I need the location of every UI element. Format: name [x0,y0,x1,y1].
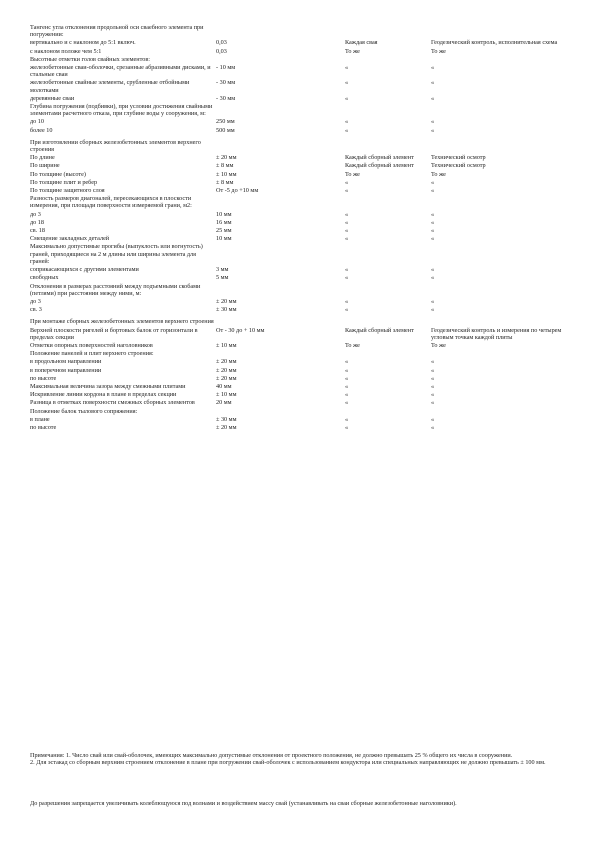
table-cell-c3: « [345,274,349,282]
table-cell-c2: ± 8 мм [216,162,234,170]
table-cell-c2: ± 10 мм [216,391,237,399]
table-cell-c3 [345,103,431,118]
table-cell-c3: Каждый сборный элемент [345,326,414,334]
table-cell-c1: Отметки опорных поверхностей наголовников [30,341,153,349]
table-cell-c1: Глубина погружения (подбивки), при условии достижения свайными элементами расчетного отказа, при глубине воды у сооружения, м: [30,103,213,118]
table-row [30,227,570,235]
table-cell-c2: 250 мм [216,118,235,126]
table-cell-c1: св. 3 [30,306,42,314]
table-cell-c4: « [431,64,435,72]
table-cell-c2: 5 мм [216,274,229,282]
table-cell-c4: Геодезический контроль, исполнительная схема [431,39,558,47]
table-cell-c1: до 3 [30,210,41,218]
table-row [30,64,570,79]
table-cell-c2: ± 20 мм [216,297,237,305]
table-cell-c3: « [345,374,349,382]
table-cell-c1: Максимально допустимые прогибы (выпуклость или вогнутость) граней, приходящиеся на 2 м длины или ширины элемента для граней: [30,243,203,265]
table-row [30,243,570,266]
table-row [30,298,570,306]
table-cell-c1: По толщине плит и ребер [30,178,98,186]
table-cell-c1: При изготовлении сборных железобетонных элементов верхнего строения [30,138,201,154]
table-cell-c4: « [431,235,435,243]
table-row [30,171,570,179]
table-cell-c1: более 10 [30,126,53,134]
table-row [30,154,570,162]
table-cell-c2 [216,195,345,210]
table-cell-c3: « [345,64,349,72]
table-row [30,342,570,350]
note-1: Примечания: 1. Число свай или свай-оболочек, имеющих максимально допустимые отклонения от проектного положения, не должно превышать 25 % общего их числа в сооружении. [30,752,513,759]
table-cell-c3: « [345,266,349,274]
table-row [30,179,570,187]
table-row [30,283,570,298]
table-cell-c2: ± 20 мм [216,366,237,374]
table-cell-c2 [216,350,345,358]
table-cell-c4: « [431,399,435,407]
table-row [30,391,570,399]
table-cell-c4: Технический осмотр [431,154,486,162]
table-cell-c3: « [345,415,349,423]
table-cell-c4: « [431,415,435,423]
table-cell-c1: по высоте [30,374,57,382]
table-cell-c2: 0,03 [216,47,227,55]
table-row [30,383,570,391]
table-cell-c2: ± 20 мм [216,154,237,162]
table-cell-c4: « [431,358,435,366]
table-cell-c4: « [431,210,435,218]
table-row [30,56,570,64]
table-cell-c2: 10 мм [216,210,232,218]
table-cell-c4 [431,56,570,64]
table-cell-c1: По толщине (высоте) [30,170,86,178]
table-row [30,235,570,243]
table-cell-c1: в продольном направлении [30,358,102,366]
table-cell-c1: По ширине [30,162,60,170]
table-cell-c3 [345,314,431,326]
table-cell-c3: То же [345,47,360,55]
table-row [30,127,570,135]
table-cell-c3: То же [345,170,360,178]
table-row [30,39,570,47]
table-row [30,367,570,375]
table-cell-c4: « [431,218,435,226]
table-cell-c4 [431,314,570,326]
table-cell-c2: ± 30 мм [216,415,237,423]
table-cell-c2: ± 10 мм [216,341,237,349]
table-cell-c3 [345,350,431,358]
table-cell-c4 [431,350,570,358]
table-cell-c3: « [345,391,349,399]
table-cell-c3 [345,283,431,298]
table-cell-c3: « [345,399,349,407]
table-cell-c4: « [431,297,435,305]
table-cell-c1: с наклоном положе чем 5:1 [30,47,102,55]
note-2: 2. Для эстакад со сборным верхним строением отклонение в плане при погружении свай-оболочек с использованием кондуктора или специальных направляющих не должно превышать ± 100 мм. [30,759,546,767]
table-cell-c1: по высоте [30,423,57,431]
table-cell-c2: ± 20 мм [216,423,237,431]
table-cell-c3: « [345,297,349,305]
table-cell-c4: То же [431,170,446,178]
table-cell-c4 [431,195,570,210]
table-cell-c3: « [345,118,349,126]
table-cell-c4: « [431,79,435,87]
table-cell-c4: Технический осмотр [431,162,486,170]
table-cell-c3: « [345,187,349,195]
table-cell-c3: « [345,218,349,226]
table-cell-c1: Максимальная величина зазора между смежными плитами [30,382,186,390]
table-cell-c4: « [431,374,435,382]
table-cell-c3: « [345,79,349,87]
table-cell-c4: То же [431,47,446,55]
table-cell-c4 [431,103,570,118]
table-row [30,375,570,383]
table-row [30,211,570,219]
table-row [30,187,570,195]
table-cell-c3: Каждый сборный элемент [345,154,414,162]
table-cell-c1: При монтаже сборных железобетонных элементов верхнего строения [30,318,214,326]
table-row [30,219,570,227]
table-cell-c3: « [345,227,349,235]
table-cell-c4: « [431,382,435,390]
table-cell-c4: « [431,306,435,314]
table-row [30,306,570,314]
table-cell-c4: « [431,391,435,399]
table-cell-c2: - 10 мм [216,64,236,72]
table-row [30,358,570,366]
notes-block [30,752,570,767]
table-row [30,162,570,170]
table-cell-c4 [431,283,570,298]
table-cell-c1: деревянные сваи [30,94,75,102]
table-cell-c1: Верхней плоскости ригелей и бортовых балок от горизонтали в пределах секции [30,326,198,341]
table-row [30,274,570,282]
table-cell-c4: Геодезический контроль и измерения по четырем угловым точкам каждой плиты [431,326,562,341]
table-cell-c2: - 30 мм [216,79,236,87]
table-cell-c1: Положение балок тылового сопряжения: [30,407,138,415]
table-cell-c1: св. 18 [30,227,45,235]
table-row [30,314,570,326]
table-cell-c4: « [431,423,435,431]
table-cell-c4 [431,135,570,154]
table-cell-c3 [345,195,431,210]
table-cell-c1: свободных [30,274,59,282]
table-cell-c2: 25 мм [216,227,232,235]
table-cell-c3 [345,408,431,416]
table-cell-c4: « [431,94,435,102]
table-cell-c4: То же [431,341,446,349]
table-cell-c2: 500 мм [216,126,235,134]
table-cell-c1: до 3 [30,297,41,305]
tolerance-table-body [30,20,570,432]
table-cell-c3 [345,56,431,64]
table-cell-c1: По толщине защитного слоя [30,187,105,195]
table-cell-c2: 3 мм [216,266,229,274]
table-cell-c2 [216,56,345,64]
table-cell-c1: Разность размеров диагоналей, пересекающихся в плоскости измерения, при площади поверхности измеряемой грани, м2: [30,195,192,210]
table-cell-c3: « [345,126,349,134]
table-cell-c1: Отклонения в размерах расстояний между подъемными скобами (петлями) при расстоянии между ними, м: [30,282,201,297]
final-note: До разрешения запрещается увеличивать колеблющуюся под волнами и воздействием массу свай (устанавливать на сваи сборные железобетонные наголовники). [30,800,457,807]
table-cell-c3 [345,243,431,266]
table-row [30,399,570,407]
table-cell-c2: ± 30 мм [216,306,237,314]
table-cell-c2: От - 30 до + 10 мм [216,326,265,334]
table-row [30,416,570,424]
table-cell-c4: « [431,126,435,134]
table-cell-c1: соприкасающихся с другими элементами [30,266,139,274]
table-cell-c4: « [431,227,435,235]
table-cell-c3: Каждая свая [345,39,378,47]
table-cell-c2: 0,03 [216,39,227,47]
table-cell-c1: вертикально и с наклоном до 5:1 включ. [30,39,136,47]
table-cell-c2 [216,20,345,39]
table-cell-c2 [216,408,345,416]
table-cell-c1: Смещение закладных деталей [30,235,110,243]
table-cell-c2 [216,243,345,266]
table-cell-c1: Разница в отметках поверхности смежных сборных элементов [30,399,195,407]
table-cell-c1: в поперечном направлении [30,366,102,374]
table-cell-c2: 10 мм [216,235,232,243]
table-cell-c4: « [431,266,435,274]
table-cell-c3: То же [345,341,360,349]
table-cell-c2 [216,314,345,326]
table-cell-c2: ± 8 мм [216,178,234,186]
table-cell-c2 [216,103,345,118]
table-cell-c3: « [345,306,349,314]
table-cell-c2: 16 мм [216,218,232,226]
table-row [30,103,570,118]
table-cell-c1: Искривление линии кордона в плане в пределах секции [30,391,177,399]
table-cell-c1: до 18 [30,218,44,226]
table-cell-c4 [431,243,570,266]
table-cell-c3: « [345,178,349,186]
table-cell-c1: Тангенс угла отклонения продольной оси сваебного элемента при погружении: [30,24,204,39]
table-cell-c3 [345,20,431,39]
table-cell-c3: « [345,366,349,374]
table-row [30,266,570,274]
table-cell-c2: 20 мм [216,399,232,407]
table-row [30,327,570,342]
table-cell-c3: Каждый сборный элемент [345,162,414,170]
table-cell-c3: « [345,382,349,390]
table-cell-c2 [216,135,345,154]
table-row [30,135,570,154]
table-cell-c2: ± 10 мм [216,170,237,178]
table-cell-c2: - 30 мм [216,94,236,102]
table-cell-c1: железобетонные сваи-оболочки, срезанные абразивными дисками, и стальные сваи [30,64,211,79]
table-cell-c1: в плане [30,415,50,423]
table-row [30,350,570,358]
table-cell-c3: « [345,94,349,102]
table-cell-c3: « [345,358,349,366]
table-cell-c1: По длине [30,154,55,162]
table-cell-c2: ± 20 мм [216,358,237,366]
table-cell-c3 [345,135,431,154]
table-row [30,408,570,416]
table-cell-c2: ± 20 мм [216,374,237,382]
table-row [30,118,570,126]
table-cell-c1: Положение панелей и плит верхнего строения: [30,350,154,358]
tolerance-table [30,20,570,432]
table-cell-c2: От -5 до +10 мм [216,187,259,195]
table-cell-c2: 40 мм [216,382,232,390]
table-cell-c2 [216,283,345,298]
table-cell-c1: железобетонные свайные элементы, срубленные отбойными молотками [30,79,190,94]
table-row [30,20,570,39]
table-cell-c3: « [345,423,349,431]
table-cell-c3: « [345,210,349,218]
table-row [30,424,570,432]
table-cell-c4 [431,408,570,416]
table-row [30,195,570,210]
table-cell-c4: « [431,187,435,195]
table-cell-c4: « [431,274,435,282]
table-cell-c4: « [431,118,435,126]
table-row [30,95,570,103]
table-cell-c1: Высотные отметки голов свайных элементов: [30,55,150,63]
table-row [30,48,570,56]
table-cell-c4: « [431,178,435,186]
table-cell-c4 [431,20,570,39]
table-row [30,79,570,94]
table-cell-c4: « [431,366,435,374]
table-cell-c1: до 10 [30,118,44,126]
table-cell-c3: « [345,235,349,243]
